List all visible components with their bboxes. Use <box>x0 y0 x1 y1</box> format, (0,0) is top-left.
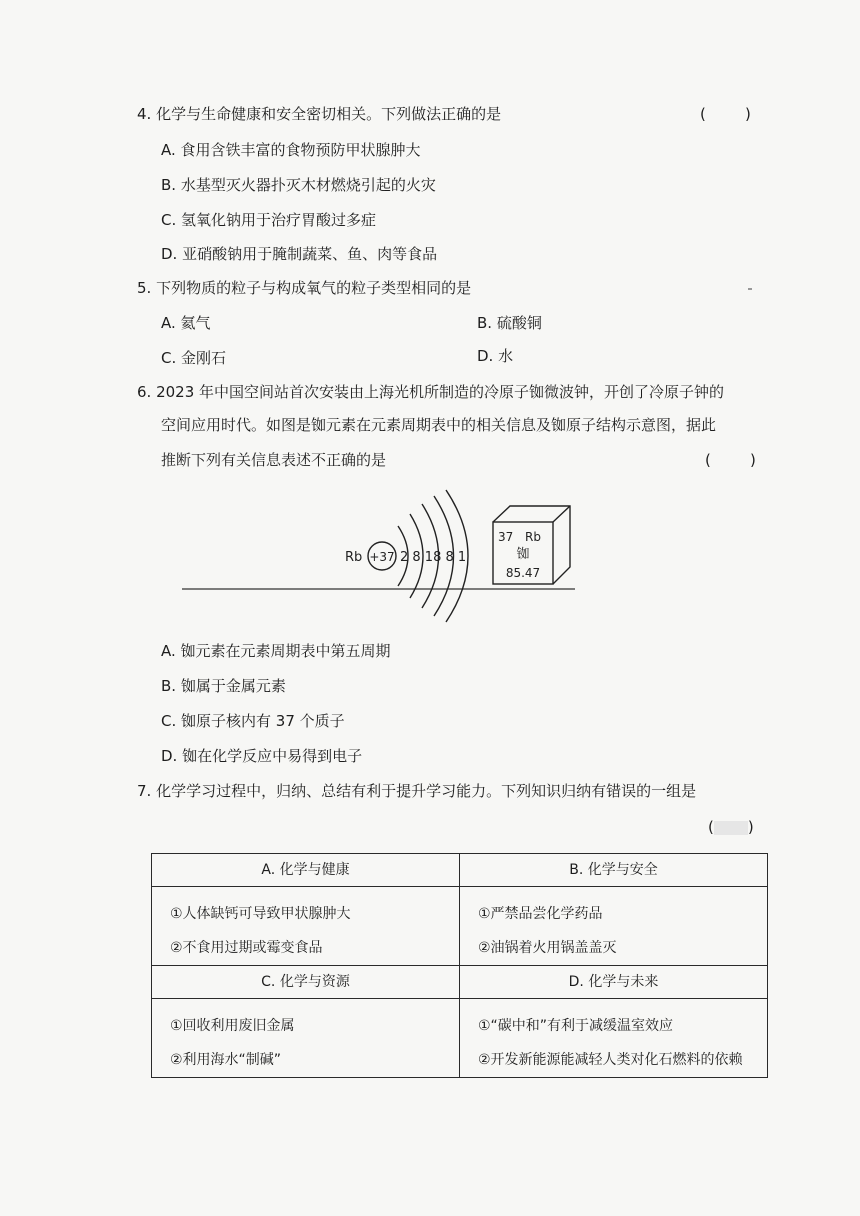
table-header-d: D. 化学与未来 <box>460 966 768 999</box>
q6-option-d: D. 铷在化学反应中易得到电子 <box>161 747 363 765</box>
table-item: ②不食用过期或霉变食品 <box>170 940 323 956</box>
table-header-c: C. 化学与资源 <box>152 966 460 999</box>
q6-answer-paren-open: ( <box>705 451 711 469</box>
q4-answer-paren-open: ( <box>700 105 706 123</box>
knowledge-table <box>151 853 768 1078</box>
q4-answer-paren-close: ) <box>745 105 751 123</box>
q5-option-a: A. 氦气 <box>161 314 211 332</box>
q6-option-c: C. 铷原子核内有 37 个质子 <box>161 712 345 730</box>
q6-stem-line-2: 空间应用时代。如图是铷元素在元素周期表中的相关信息及铷原子结构示意图，据此 <box>161 416 717 434</box>
q6-answer-paren-close: ) <box>750 451 756 469</box>
nucleus-charge: +37 <box>369 550 395 564</box>
table-item: ①人体缺钙可导致甲状腺肿大 <box>170 906 351 922</box>
q5-option-c: C. 金刚石 <box>161 349 227 367</box>
q4-option-d: D. 亚硝酸钠用于腌制蔬菜、鱼、肉等食品 <box>161 245 438 263</box>
q7-paren-open: ( <box>708 818 714 836</box>
table-cell-d <box>460 999 768 1078</box>
q4-option-c: C. 氢氧化钠用于治疗胃酸过多症 <box>161 211 377 229</box>
element-name: 铷 <box>516 547 530 562</box>
q6-option-b: B. 铷属于金属元素 <box>161 677 286 695</box>
q4-stem: 4. 化学与生命健康和安全密切相关。下列做法正确的是 <box>137 105 502 123</box>
element-atomic-mass: 85.47 <box>505 566 541 580</box>
table-item: ②油锅着火用锅盖盖灭 <box>478 940 617 956</box>
q5-option-b: B. 硫酸铜 <box>477 314 542 332</box>
electron-shells: 2 8 18 8 1 <box>400 550 467 565</box>
table-cell-c <box>152 999 460 1078</box>
table-item: ②利用海水“制碱” <box>170 1052 282 1068</box>
q7-stem: 7. 化学学习过程中，归纳、总结有利于提升学习能力。下列知识归纳有错误的一组是 <box>137 782 697 800</box>
q5-option-d: D. 水 <box>477 347 514 365</box>
table-item: ②开发新能源能减轻人类对化石燃料的依赖 <box>478 1052 743 1068</box>
element-symbol: Rb <box>525 530 541 544</box>
table-cell-a <box>152 887 460 966</box>
q5-stem: 5. 下列物质的粒子与构成氧气的粒子类型相同的是 <box>137 279 472 297</box>
element-atomic-number: 37 <box>498 530 514 544</box>
table-item: ①“碳中和”有利于减缓温室效应 <box>478 1018 674 1034</box>
q4-option-a: A. 食用含铁丰富的食物预防甲状腺肿大 <box>161 141 421 159</box>
table-header-b: B. 化学与安全 <box>460 854 768 887</box>
table-item: ①严禁品尝化学药品 <box>478 906 603 922</box>
answer-blank <box>714 821 748 835</box>
q6-stem-line-3: 推断下列有关信息表述不正确的是 <box>161 451 387 469</box>
table-header-a: A. 化学与健康 <box>152 854 460 887</box>
table-item: ①回收利用废旧金属 <box>170 1018 295 1034</box>
q7-answer-paren <box>708 817 754 837</box>
q6-option-a: A. 铷元素在元素周期表中第五周期 <box>161 642 391 660</box>
table-cell-b <box>460 887 768 966</box>
q4-option-b: B. 水基型灭火器扑灭木材燃烧引起的火灾 <box>161 176 436 194</box>
q6-stem-line-1: 6. 2023 年中国空间站首次安装由上海光机所制造的冷原子铷微波钟，开创了冷原子钟的 <box>137 383 725 401</box>
atom-symbol: Rb <box>345 550 363 565</box>
q7-paren-close: ) <box>747 818 754 836</box>
